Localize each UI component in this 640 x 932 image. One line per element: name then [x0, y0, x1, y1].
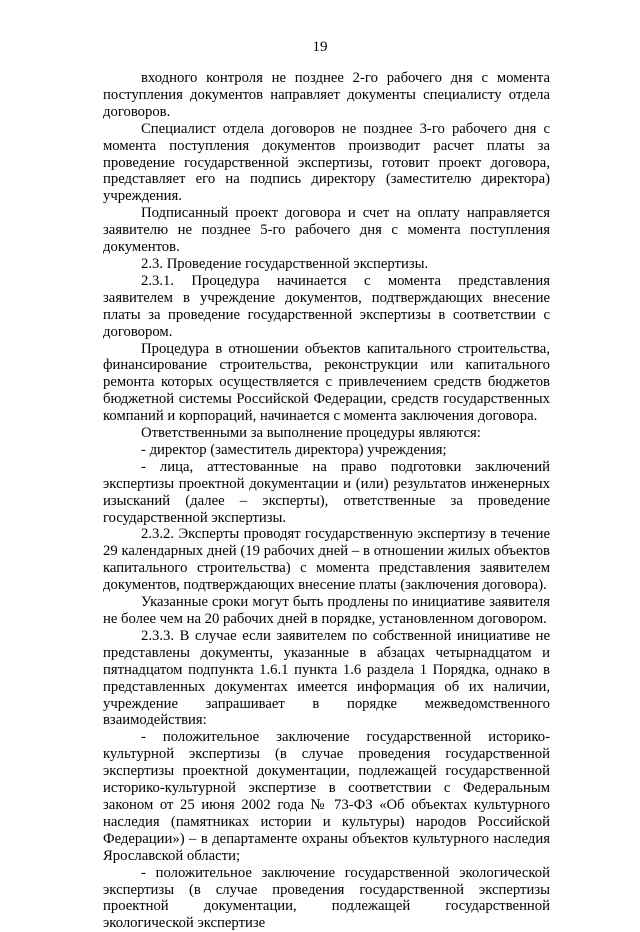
list-item-experts: - лица, аттестованные на право подготовки заключений экспертизы проектной документации и (или) результатов инженерных изысканий (далее – эксперты), ответственные за проведение государственной экспертизы. — [103, 458, 550, 526]
paragraph-signed-contract: Подписанный проект договора и счет на оплату направляется заявителю не позднее 5-го рабочего дня с момента поступления документов. — [103, 205, 550, 256]
paragraph-contract-specialist: Специалист отдела договоров не позднее 3-го рабочего дня с момента поступления документов производит расчет платы за проведение государственной экспертизы, готовит проект договора, представляет его на подпись директору (заместителю директора) учреждения. — [103, 120, 550, 205]
paragraph-2-3-3: 2.3.3. В случае если заявителем по собственной инициативе не представлены документы, указанные в абзацах четырнадцатом и пятнадцатом подпункта 1.6.1 пункта 1.6 раздела 1 Порядка, однако в представленных документах имеется информация об их наличии, учреждение запрашивает в порядке межведомственного взаимодействия: — [103, 627, 550, 729]
paragraph-budget-objects: Процедура в отношении объектов капитального строительства, финансирование строительства, реконструкции или капитального ремонта которых осуществляется с привлечением средств бюджетов бюджетной системы Российской Федерации, средств государственных компаний и корпораций, начинается с момента заключения договора. — [103, 340, 550, 425]
section-heading-2-3: 2.3. Проведение государственной экспертизы. — [141, 255, 429, 272]
document-body — [103, 70, 550, 932]
page-number: 19 — [312, 39, 328, 55]
list-item-ecological-expertise: - положительное заключение государственной экологической экспертизы (в случае проведения государственной экспертизы проектной документации, подлежащей государственной экологической экспертизе — [103, 864, 550, 932]
paragraph-2-3-2: 2.3.2. Эксперты проводят государственную экспертизу в течение 29 календарных дней (19 рабочих дней – в отношении жилых объектов капитального строительства) с момента представления заявителем документов, подтверждающих внесение платы (заключения договора). — [103, 526, 550, 594]
paragraph-responsible-persons: Ответственными за выполнение процедуры являются: — [141, 425, 481, 442]
paragraph-2-3-1: 2.3.1. Процедура начинается с момента представления заявителем в учреждение документов, подтверждающих внесение платы за проведение государственной экспертизы в соответствии с договором. — [103, 272, 550, 340]
list-item-historical-cultural-expertise: - положительное заключение государственной историко-культурной экспертизы (в случае проведения государственной экспертизы проектной документации, подлежащей государственной историко-культурной экспертизе в соответствии с Федеральным законом от 25 июня 2002 года № 73-ФЗ «Об объектах культурного наследия (памятниках истории и культуры) народов Российской Федерации») – в департаменте охраны объектов культурного наследия Ярославской области; — [103, 729, 550, 864]
list-item-director: - директор (заместитель директора) учреждения; — [141, 441, 447, 458]
paragraph-contract-control: входного контроля не позднее 2-го рабочего дня с момента поступления документов направляет документы специалисту отдела договоров. — [103, 70, 550, 120]
paragraph-deadline-extension: Указанные сроки могут быть продлены по инициативе заявителя не более чем на 20 рабочих дней в порядке, установленном договором. — [103, 594, 550, 627]
